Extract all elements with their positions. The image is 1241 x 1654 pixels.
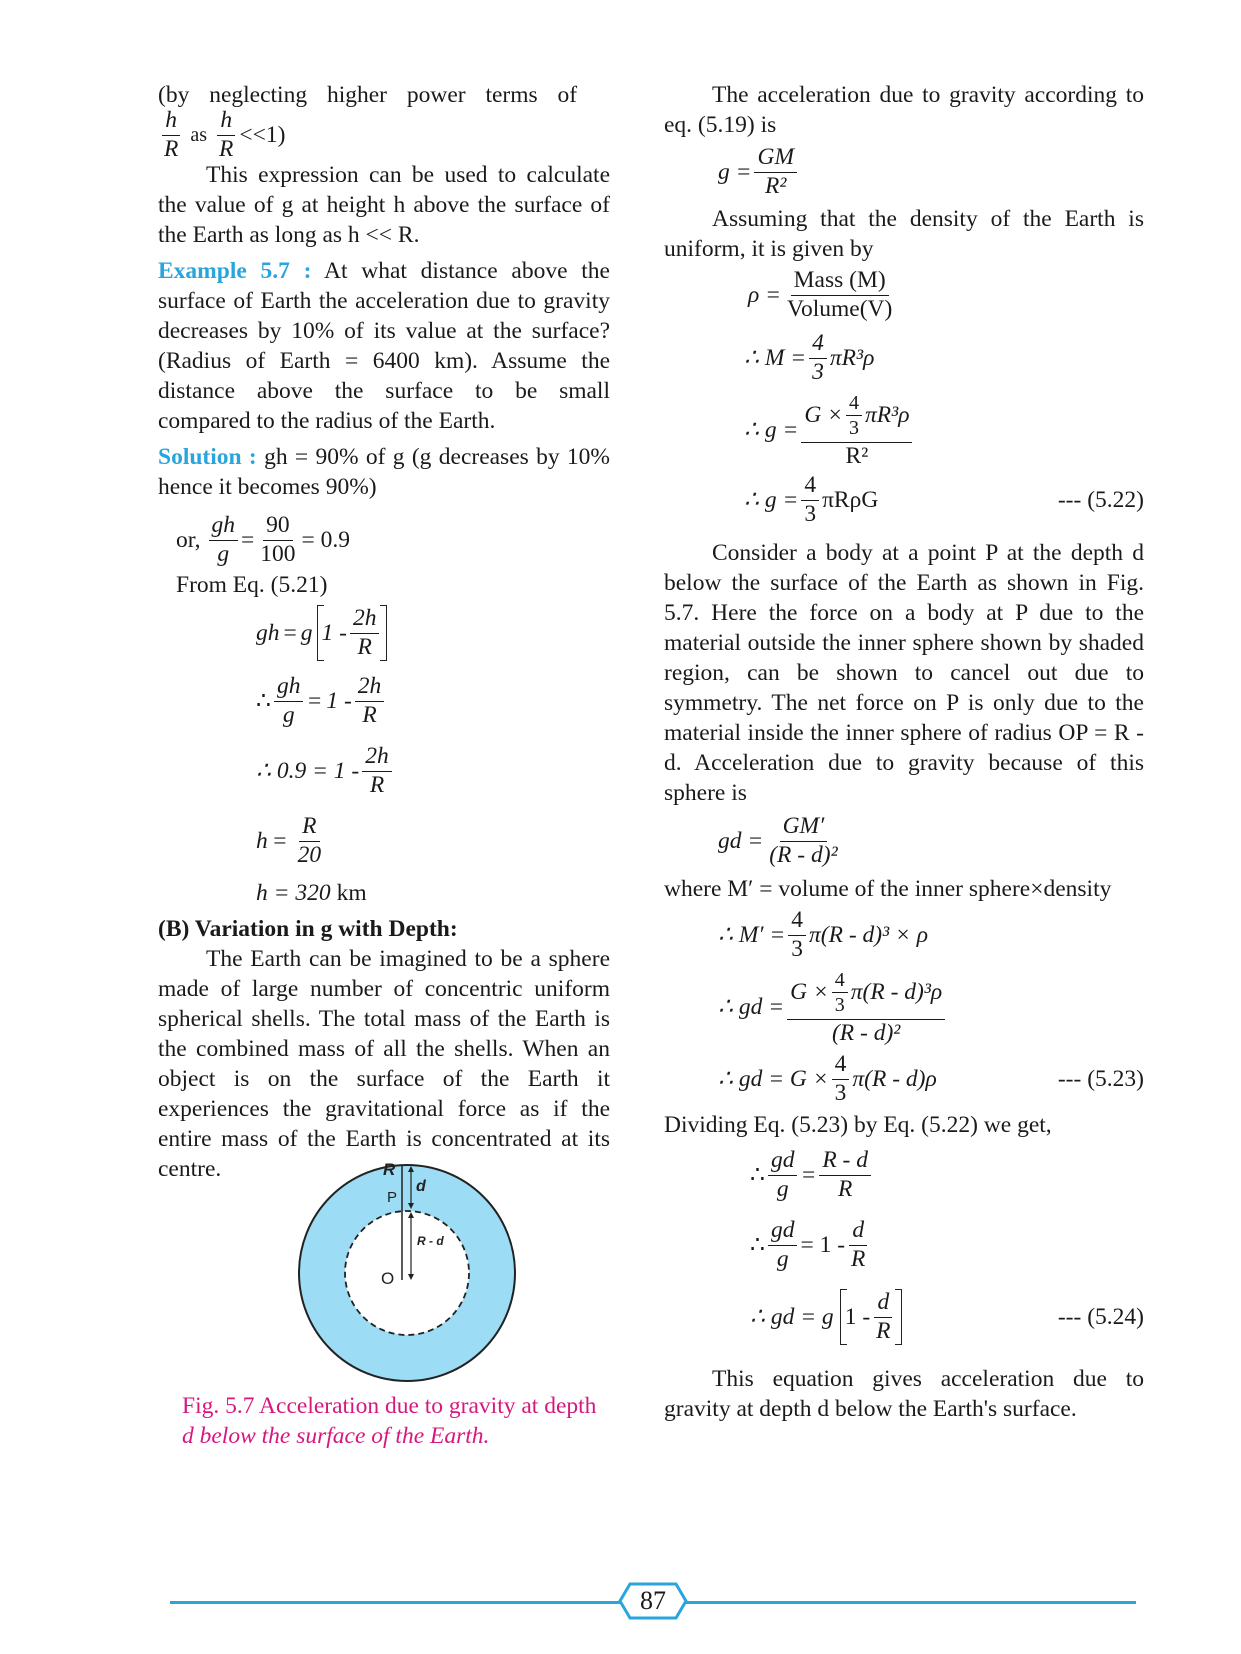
label-O: O [381,1269,395,1288]
eq-mass: ∴ M = $\frac{4}{3}$ πR³ρ [744,330,875,385]
eq-gh: gh = g 1 - $\frac{2h}{R}$ [256,600,610,666]
eq-5-24: ∴ gd = g 1 - $\frac{d}{R}$ --- (5.24) [750,1289,1144,1344]
solution: Solution : gh = 90% of g (g decreases by 10% hence it becomes 90%) [158,444,611,500]
section-b-heading: (B) Variation in g with Depth: [158,916,458,942]
solution-label: Solution : [158,444,257,470]
eq-h-result: h = 320 km [256,880,367,906]
example-label: Example 5.7 : [158,258,312,284]
ratio-equation: or, $\frac{gh}{g}$ = $\frac{90}{100}$ = 0.9 [176,512,351,567]
eq-gh-over-g: ∴ $\frac{gh}{g}$ = 1 - $\frac{2h}{R}$ [256,666,610,736]
example-5-7: Example 5.7 : At what distance above the surface of Earth the acceleration due to gravity decreases by 10% of its value at the surface? (Radius of Earth = 6400 km). Assume the distance above the surface to be small compared to the radius of the Earth. [158,258,610,434]
paragraph-eq-5-19: The acceleration due to gravity according to eq. (5.19) is [664,82,1144,138]
paragraph-height-expression: This expression can be used to calculate the value of g at height h above the surface of the Earth as long as h << R. [158,162,610,248]
eq-gd: gd = $\frac{GM'}{\text{(R - d)²}}$ [718,813,838,868]
figure-caption: Fig. 5.7 Acceleration due to gravity at depth d below the surface of the Earth. [182,1393,597,1449]
right-column [664,80,1144,1424]
footer-rule-right [686,1601,1136,1604]
label-R-d: R - d [417,1234,444,1248]
page-number: 87 [640,1586,666,1615]
eq-number-5-24: --- (5.24) [1057,1304,1144,1330]
eq-gd-full: ∴ gd = G × $\frac{4}{3}$ π(R - d)³ρ (R - d)² [718,966,1144,1048]
eq-gd-over-g-2: ∴ $\frac{gd}{g}$ = 1 - $\frac{d}{R}$ [750,1217,866,1272]
from-eq-5-21: From Eq. (5.21) [176,572,328,598]
h-over-r-condition: $\frac{h}{R}$ as $\frac{h}{R}$ <<1) [164,107,286,162]
paragraph-conclusion: This equation gives acceleration due to gravity at depth d below the Earth's surface. [664,1366,1144,1422]
earth-depth-figure [290,1150,540,1400]
dividing-line: Dividing Eq. (5.23) by Eq. (5.22) we get, [664,1112,1052,1138]
label-P: P [387,1189,398,1206]
paragraph-density: Assuming that the density of the Earth is uniform, it is given by [664,206,1144,262]
paragraph-shells: The Earth can be imagined to be a sphere made of large number of concentric uniform spherical shells. The total mass of the Earth is the combined mass of all the shells. When an object is on the surface of the Earth it experiences the gravitational force as if the entire mass of the Earth is concentrated at its centre. [158,946,610,1182]
eq-09: ∴ 0.9 = 1 - $\frac{2h}{R}$ [256,736,610,806]
eq-g-full: ∴ g = G × $\frac{4}{3}$ πR³ρ R² [744,390,1144,470]
label-R: R [383,1160,396,1179]
eq-m-prime: ∴ M′ = $\frac{4}{3}$ π(R - d)³ × ρ [718,907,929,962]
intro-line: (by neglecting higher power terms of [158,82,578,108]
inner-sphere [345,1211,469,1335]
eq-h-r-20: h = $\frac{R}{20}$ [256,813,322,868]
eq-number-5-23: --- (5.23) [1057,1066,1144,1092]
eq-gd-over-g: ∴ $\frac{gd}{g}$ = $\frac{R - d}{R}$ [750,1140,1144,1210]
footer-rule-left [170,1601,620,1604]
eq-density: ρ = $\frac{\text{Mass (M)}}{\text{Volume(V)}}$ [748,267,893,322]
where-line: where M′ = volume of the inner sphere×density [664,876,1112,902]
left-column [158,80,610,1184]
eq-number-5-22: --- (5.22) [1057,487,1144,513]
label-d: d [416,1178,426,1195]
eq-g-gm-r2: g = $\frac{GM}{\text{R²}}$ [718,140,1144,204]
paragraph-depth: Consider a body at a point P at the depth d below the surface of the Earth as shown in Fig. 5.7. Here the force on a body at P due to the material outside the inner sphere shown by shaded region, can be shown to cancel out due to symmetry. The net force on P is only due to the material inside the inner sphere of radius OP = R - d. Acceleration due to gravity because of this sphere is [664,540,1144,806]
eq-5-22: ∴ g = $\frac{4}{3}$ πRρG --- (5.22) [744,472,1144,527]
eq-5-23: ∴ gd = G × $\frac{4}{3}$ π(R - d)ρ --- (5.23) [718,1051,1144,1106]
